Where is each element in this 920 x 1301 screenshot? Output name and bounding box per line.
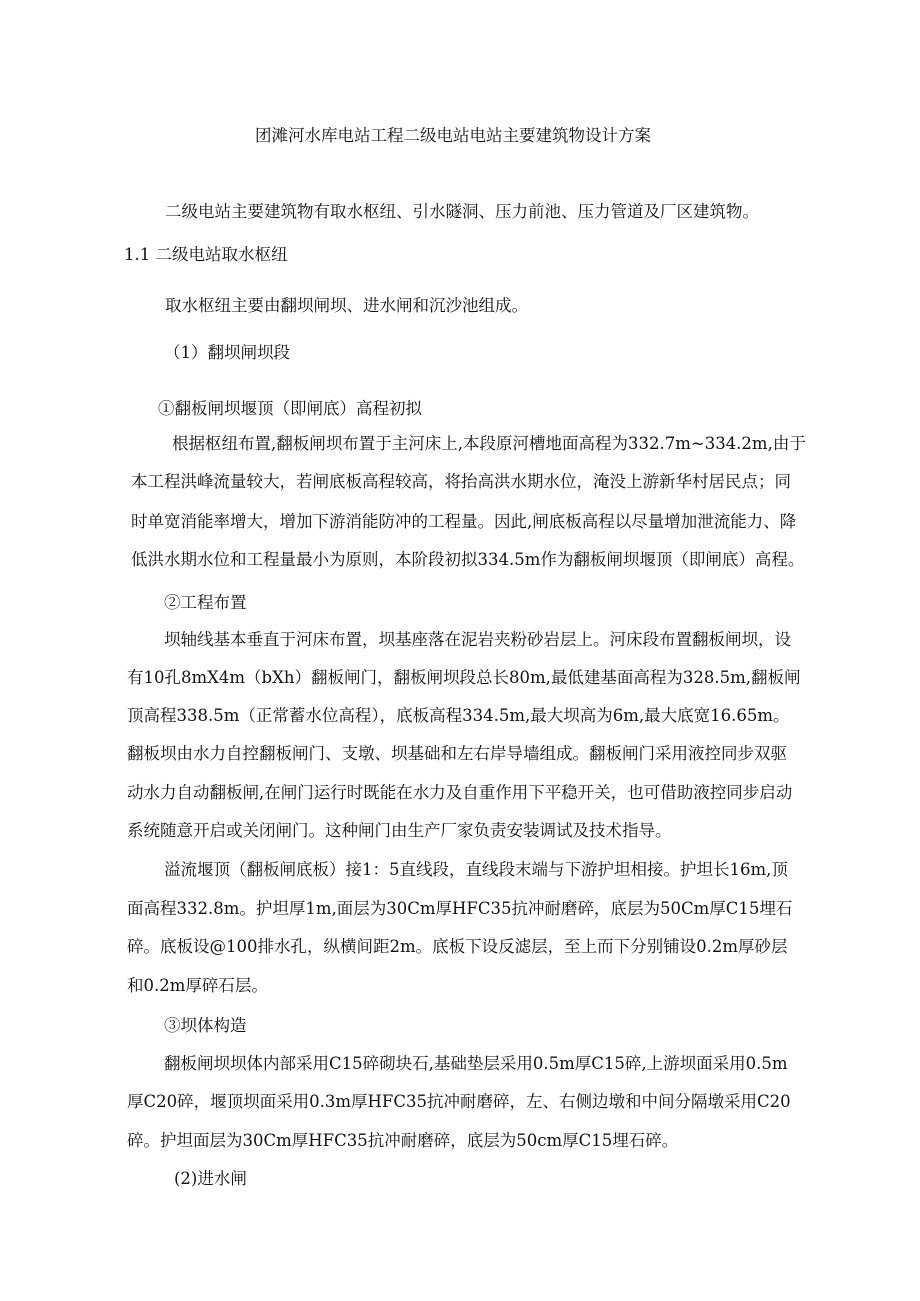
section-heading-1-1: 1.1 二级电站取水枢纽 [124,245,288,264]
paragraph-line: 厚C20碎，堰顶坝面采用0.3m厚HFC35抗冲耐磨碎，左、右侧边墩和中间分隔墩采用C20 [127,1092,791,1111]
section-intro: 取水枢纽主要由翻坝闸坝、进水闸和沉沙池组成。 [165,296,528,315]
intro-paragraph: 二级电站主要建筑物有取水枢纽、引水隧洞、压力前池、压力管道及厂区建筑物。 [165,202,759,221]
paragraph-line: 时单宽消能率增大，增加下游消能防冲的工程量。因此,闸底板高程以尽量增加泄流能力、降 [131,512,797,531]
paragraph-line: 和0.2m厚碎石层。 [127,976,268,995]
paragraph-line: 顶高程338.5m（正常蓄水位高程），底板高程334.5m,最大坝高为6m,最大底宽16.65m。 [127,706,790,725]
paragraph-line: 溢流堰顶（翻板闸底板）接1：5直线段，直线段末端与下游护坦相接。护坦长16m,顶 [164,860,788,879]
document-title: 团滩河水库电站工程二级电站电站主要建筑物设计方案 [255,126,651,145]
paragraph-line: 碎。护坦面层为30Cm厚HFC35抗冲耐磨碎，底层为50cm厚C15埋石碎。 [127,1131,679,1150]
paragraph-line: 坝轴线基本垂直于河床布置，坝基座落在泥岩夹粉砂岩层上。河床段布置翻板闸坝，设 [164,630,791,649]
paragraph-line: 翻板闸坝坝体内部采用C15碎砌块石,基础垫层采用0.5m厚C15碎,上游坝面采用0.5m [164,1054,788,1073]
item-heading-2: ②工程布置 [164,593,247,612]
paragraph-line: 根据枢纽布置,翻板闸坝布置于主河床上,本段原河槽地面高程为332.7m~334.2m,由于 [172,434,806,453]
paragraph-line: 有10孔8mX4m（bXh）翻板闸门，翻板闸坝段总长80m,最低建基面高程为328.5m,翻板闸 [127,668,801,687]
subsection-heading-2: (2)进水闸 [174,1169,247,1188]
paragraph-line: 系统随意开启或关闭闸门。这种闸门由生产厂家负责安装调试及技术指导。 [127,821,672,840]
item-heading-3: ③坝体构造 [164,1016,247,1035]
paragraph-line: 本工程洪峰流量较大，若闸底板高程较高，将抬高洪水期水位，淹没上游新华村居民点；同 [131,472,791,491]
subsection-heading-1: （1）翻坝闸坝段 [164,343,290,362]
item-heading-1: ①翻板闸坝堰顶（即闸底）高程初拟 [158,399,422,418]
paragraph-line: 碎。底板设@100排水孔，纵横间距2m。底板下设反滤层，至上而下分别铺设0.2m厚砂层 [127,937,788,956]
paragraph-line: 低洪水期水位和工程量最小为原则，本阶段初拟334.5m作为翻板闸坝堰顶（即闸底）高程。 [131,550,805,569]
paragraph-line: 翻板坝由水力自控翻板闸门、支墩、坝基础和左右岸导墙组成。翻板闸门采用液控同步双驱 [127,744,787,763]
paragraph-line: 面高程332.8m。护坦厚1m,面层为30Cm厚HFC35抗冲耐磨碎，底层为50Cm厚C15埋石 [127,899,793,918]
paragraph-line: 动水力自动翻板闸,在闸门运行时既能在水力及自重作用下平稳开关，也可借助液控同步启动 [127,783,793,802]
